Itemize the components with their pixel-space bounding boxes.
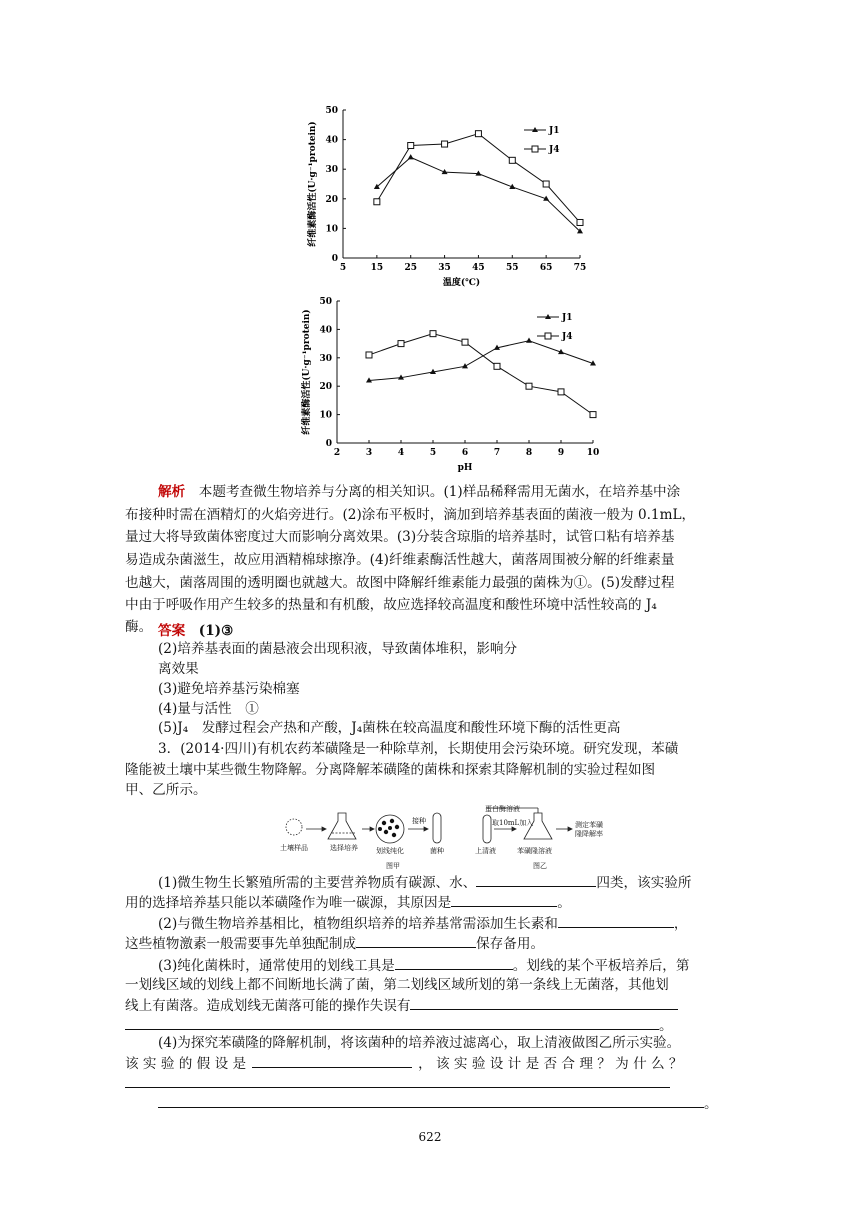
legend-label-J4: J4 — [549, 145, 560, 155]
y-tick-label: 40 — [325, 135, 338, 146]
point-J1 — [462, 363, 468, 368]
point-J4 — [509, 157, 515, 163]
point-J1 — [475, 170, 481, 175]
label-strain: 菌种 — [430, 847, 444, 855]
q3-p4-line-2: 该 实 验 的 假 设 是 ， 该 实 验 设 计 是 否 合 理 ？ 为 什 么 ？ — [125, 1053, 739, 1074]
q3-p1-line-1: (1)微生物生长繁殖所需的主要营养物质有碳源、水、 四类，该实验所 — [158, 872, 772, 893]
chart-ph — [295, 293, 625, 483]
q3-p3-line-2: 一划线区域的划线上都不间断地长满了菌，第二划线区域所划的第一条线上无菌落，其他划 — [125, 977, 669, 993]
analysis-line-4: 也越大，菌落周围的透明圈也就越大。故图中降解纤维素能力最强的菌株为①。(5)发酵过程 — [125, 575, 675, 591]
legend-marker — [545, 333, 551, 339]
answer-line-2: (2)培养基表面的菌悬液会出现积液，导致菌体堆积，影响分 — [158, 641, 518, 657]
y-tick-label: 30 — [319, 353, 332, 364]
label-inoculate: 接种 — [412, 817, 426, 825]
label-supernatant: 上清液 — [475, 847, 496, 855]
chart-temperature — [295, 100, 625, 300]
label-fig-b: 图乙 — [533, 862, 547, 870]
x-tick-label: 8 — [525, 448, 533, 458]
y-tick-label: 0 — [331, 254, 338, 264]
label-streak: 划线纯化 — [376, 847, 404, 855]
label-take: 取10mL加入 — [492, 819, 534, 827]
x-tick-label: 75 — [573, 263, 587, 273]
answer-line-6: (5)J₄ 发酵过程会产热和产酸，J₄菌株在较高温度和酸性环境下酶的活性更高 — [158, 720, 621, 736]
x-tick-label: 4 — [397, 448, 405, 458]
label-measure-1: 测定苯磺 — [575, 821, 603, 829]
y-tick-label: 20 — [325, 194, 338, 205]
q3-p3-line-3: 线上有菌落。造成划线无菌落可能的操作失误有 — [125, 995, 739, 1016]
point-J4 — [374, 199, 380, 205]
point-J4 — [577, 219, 583, 225]
point-J4 — [590, 412, 596, 418]
q3-p2-line-2: 这些植物激素一般需要事先单独配制成 保存备用。 — [125, 933, 739, 954]
point-J4 — [526, 383, 532, 389]
y-tick-label: 50 — [325, 106, 338, 116]
y-tick-label: 40 — [319, 325, 332, 336]
page-number: 622 — [418, 1130, 442, 1144]
q3-intro-2: 隆能被土壤中某些微生物降解。分离降解苯磺隆的菌株和探索其降解机制的实验过程如图 — [125, 762, 656, 778]
q3-p4-line-3 — [125, 1073, 739, 1094]
q3-intro-3: 甲、乙所示。 — [125, 782, 207, 798]
x-tick-label: 45 — [472, 263, 485, 273]
analysis-line-5: 中由于呼吸作用产生较多的热量和有机酸，故应选择较高温度和酸性环境中活性较高的 J₄ — [125, 597, 657, 613]
series-line-J1 — [377, 157, 580, 231]
legend-label-J4: J4 — [562, 332, 573, 342]
analysis-line-3: 易造成杂菌滋生，故应用酒精棉球擦净。(4)纤维素酶活性越大，菌落周围被分解的纤维素量 — [125, 552, 675, 568]
q3-p1-line-2: 用的选择培养基只能以苯磺隆作为唯一碳源，其原因是 。 — [125, 892, 739, 913]
answer-line-4: (3)避免培养基污染棉塞 — [158, 681, 300, 697]
label-measure-2: 隆降解率 — [575, 830, 603, 838]
blank-9[interactable] — [125, 1073, 670, 1088]
analysis-line-0: 解析 本题考查微生物培养与分离的相关知识。(1)样品稀释需用无菌水，在培养基中涂 — [158, 484, 681, 500]
point-J4 — [494, 363, 500, 369]
q3-p2-line-1: (2)与微生物培养基相比，植物组织培养的培养基常需添加生长素和 ， — [158, 913, 772, 934]
x-tick-label: 3 — [365, 448, 373, 458]
point-J4 — [462, 339, 468, 345]
x-tick-label: 6 — [461, 448, 469, 458]
blank-10[interactable] — [158, 1093, 704, 1108]
q3-p3-line-4: 。 — [125, 1015, 739, 1036]
y-tick-label: 50 — [319, 297, 332, 307]
point-J4 — [558, 389, 564, 395]
answer-label: 答案 — [158, 623, 186, 639]
y-tick-label: 20 — [319, 382, 332, 393]
blank-7[interactable] — [125, 1015, 659, 1030]
answer-line-1: 答案 (1)③ — [158, 623, 234, 639]
blank-6[interactable] — [410, 995, 678, 1010]
x-tick-label: 10 — [586, 448, 600, 458]
q3-p4-line-1: (4)为探究苯磺隆的降解机制，将该菌种的培养液过滤离心，取上清液做图乙所示实验。 — [158, 1035, 681, 1051]
label-protease: 蛋白酶溶液 — [485, 805, 520, 813]
analysis-label: 解析 — [158, 484, 186, 500]
q3-p4-line-4: 。 — [158, 1093, 772, 1114]
x-tick-label: 65 — [539, 263, 553, 273]
label-soil: 土壤样品 — [280, 844, 308, 852]
label-select: 选择培养 — [330, 844, 358, 852]
y-tick-label: 0 — [325, 439, 332, 449]
analysis-line-6: 酶。 — [125, 619, 153, 635]
point-J4 — [430, 331, 436, 337]
x-tick-label: 2 — [333, 448, 341, 458]
blank-8[interactable] — [252, 1053, 412, 1068]
point-J4 — [442, 141, 448, 147]
x-tick-label: 15 — [370, 263, 384, 273]
point-J4 — [543, 181, 549, 187]
x-tick-label: 25 — [404, 263, 417, 273]
point-J4 — [475, 131, 481, 137]
x-tick-label: 9 — [557, 448, 565, 458]
answer-line-3: 离效果 — [158, 661, 199, 677]
y-tick-label: 30 — [325, 165, 338, 176]
point-J4 — [408, 143, 414, 149]
point-J1 — [408, 154, 414, 159]
label-fig-a: 图甲 — [386, 862, 400, 870]
legend-marker — [532, 146, 538, 152]
point-J4 — [398, 341, 404, 347]
q3-p3-line-1: (3)纯化菌株时，通常使用的划线工具是 。划线的某个平板培养后，第 — [158, 955, 772, 976]
x-tick-label: 5 — [339, 263, 347, 273]
blank-4[interactable] — [356, 933, 476, 948]
blank-2[interactable] — [451, 892, 557, 907]
x-tick-label: 5 — [429, 448, 437, 458]
analysis-line-1: 布接种时需在酒精灯的火焰旁进行。(2)涂布平板时，滴加到培养基表面的菌液一般为 0.1mL， — [125, 507, 696, 523]
label-solution: 苯磺隆溶液 — [517, 847, 552, 855]
answer-line-5: (4)量与活性 ① — [158, 701, 259, 717]
experiment-diagram — [280, 805, 620, 875]
legend-label-J1: J1 — [549, 126, 560, 136]
blank-3[interactable] — [558, 913, 674, 928]
y-tick-label: 10 — [319, 410, 332, 421]
x-tick-label: 7 — [493, 448, 501, 458]
x-axis-label: pH — [457, 463, 473, 473]
blank-5[interactable] — [395, 955, 513, 970]
x-tick-label: 35 — [438, 263, 451, 273]
point-J4 — [366, 352, 372, 358]
x-axis-label: 温度(℃) — [442, 278, 481, 288]
colonies — [378, 819, 399, 837]
analysis-line-2: 量过大将导致菌体密度过大而影响分离效果。(3)分装含琼脂的培养基时，试管口粘有培养基 — [125, 529, 675, 545]
y-tick-label: 10 — [325, 224, 338, 235]
point-J1 — [526, 338, 532, 343]
y-axis-label: 纤维素酶活性(U·g⁻¹protein) — [302, 309, 312, 435]
x-tick-label: 55 — [506, 263, 519, 273]
y-axis-label: 纤维素酶活性(U·g⁻¹protein) — [308, 121, 318, 247]
blank-1[interactable] — [476, 872, 596, 887]
legend-label-J1: J1 — [562, 313, 573, 323]
q3-intro-1: 3．(2014·四川)有机农药苯磺隆是一种除草剂，长期使用会污染环境。研究发现，苯磺 — [158, 741, 679, 757]
